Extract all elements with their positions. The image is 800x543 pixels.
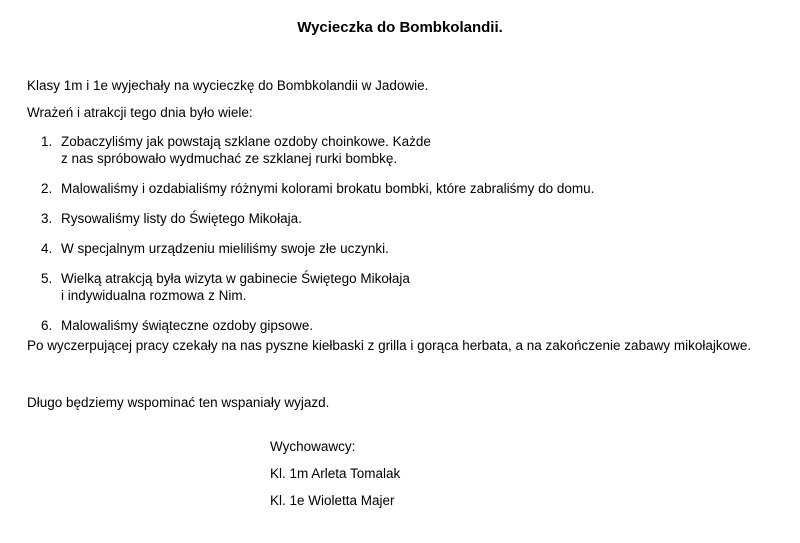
list-number: 2.: [41, 181, 53, 196]
list-number: 4.: [41, 241, 53, 256]
list-number: 1.: [41, 134, 53, 149]
list-item: [41, 317, 594, 334]
list-item: [41, 210, 594, 227]
intro-paragraph: Klasy 1m i 1e wyjechały na wycieczkę do Bombkolandii w Jadowie.: [27, 78, 429, 93]
list-item: [41, 180, 594, 197]
signature-line: Kl. 1m Arleta Tomalak: [270, 466, 401, 481]
list-item-text: W specjalnym urządzeniu mieliliśmy swoje złe uczynki.: [61, 241, 389, 256]
document-title: Wycieczka do Bombkolandii.: [297, 19, 503, 36]
list-item-text: Zobaczyliśmy jak powstają szklane ozdoby choinkowe. Każde: [61, 134, 431, 149]
attractions-list: [41, 133, 594, 334]
list-item: [41, 270, 594, 304]
list-item-text: Rysowaliśmy listy do Świętego Mikołaja.: [61, 211, 302, 226]
list-number: 6.: [41, 318, 53, 333]
list-item: [41, 240, 594, 257]
list-item: [41, 133, 594, 167]
list-number: 5.: [41, 271, 53, 286]
list-item-text: Malowaliśmy świąteczne ozdoby gipsowe.: [61, 318, 314, 333]
list-number: 3.: [41, 211, 53, 226]
list-item-text: i indywidualna rozmowa z Nim.: [61, 288, 247, 303]
after-paragraph: Po wyczerpującej pracy czekały na nas pyszne kiełbaski z grilla i gorąca herbata, a na zakończenie zabawy mikołajkowe.: [27, 338, 752, 353]
signature-heading: Wychowawcy:: [270, 439, 356, 454]
list-item-text: Malowaliśmy i ozdabialiśmy różnymi kolorami brokatu bombki, które zabraliśmy do domu.: [61, 181, 595, 196]
closing-paragraph: Długo będziemy wspominać ten wspaniały wyjazd.: [27, 395, 330, 410]
lead-paragraph: Wrażeń i atrakcji tego dnia było wiele:: [27, 105, 253, 120]
signature-line: Kl. 1e Wioletta Majer: [270, 493, 395, 508]
list-item-text: z nas spróbowało wydmuchać ze szklanej rurki bombkę.: [61, 151, 398, 166]
signature-block: [270, 438, 400, 519]
list-item-text: Wielką atrakcją była wizyta w gabinecie Świętego Mikołaja: [61, 271, 410, 286]
